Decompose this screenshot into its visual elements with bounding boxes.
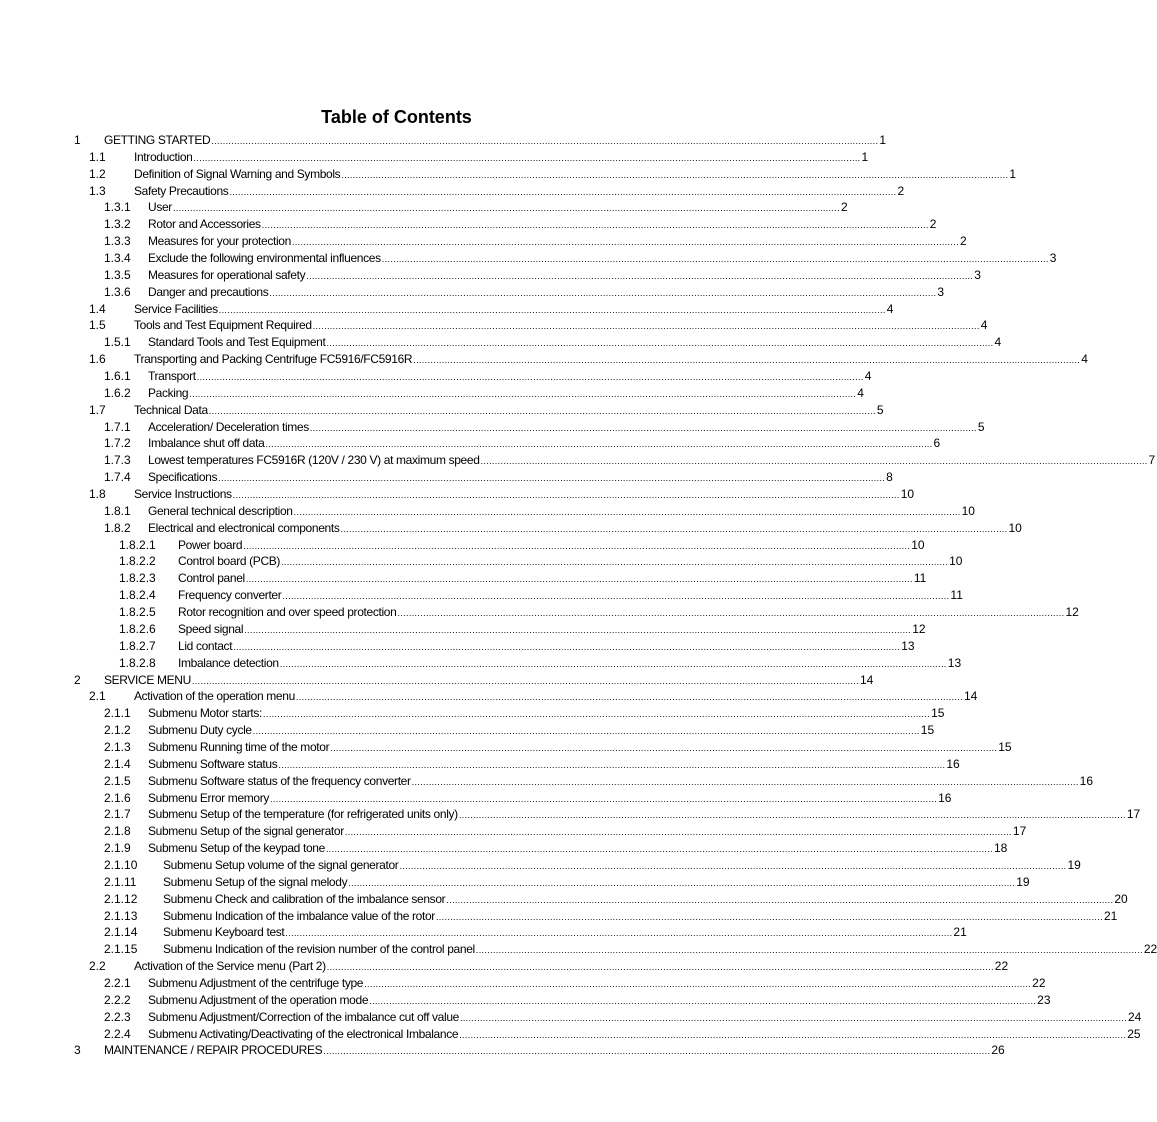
- dot-leader: ..........................................................................................................................................................................................................................................: [381, 254, 1049, 265]
- toc-entry[interactable]: [0, 992, 1051, 1009]
- toc-entry-title: General technical description: [148, 503, 293, 518]
- toc-entry-page: 24: [1128, 1009, 1142, 1024]
- toc-entry-number: 1.7.3: [104, 453, 131, 468]
- toc-entry-page: 18: [993, 841, 1008, 856]
- toc-entry-title: Danger and precautions: [148, 284, 269, 299]
- toc-entry-title: Transporting and Packing Centrifuge FC5916/FC5916R: [134, 352, 413, 367]
- dot-leader: ..........................................................................................................................................................................................................................................: [261, 220, 929, 231]
- toc-entry-page: 11: [913, 571, 927, 586]
- toc-entry-page: 13: [901, 638, 915, 653]
- dot-leader: ..........................................................................................................................................................................................................................................: [309, 422, 977, 433]
- toc-entry-number: 3: [74, 1043, 81, 1058]
- dot-leader: ..........................................................................................................................................................................................................................................: [218, 304, 886, 315]
- toc-entry-page: 16: [946, 756, 960, 771]
- toc-entry[interactable]: [0, 486, 915, 503]
- toc-entry[interactable]: [0, 520, 1022, 537]
- toc-entry-title: Submenu Adjustment of the operation mode: [148, 992, 369, 1007]
- toc-entry-number: 2.1.3: [104, 739, 131, 754]
- dot-leader: ..........................................................................................................................................................................................................................................: [459, 1012, 1127, 1023]
- toc-entry-title: Submenu Activating/Deactivating of the electronical Imbalance: [148, 1026, 459, 1041]
- toc-entry-title: Acceleration/ Deceleration times: [148, 419, 309, 434]
- toc-entry-title: Control board (PCB): [178, 554, 281, 569]
- toc-entry-number: 2.1.8: [104, 824, 131, 839]
- toc-entry-page: 5: [876, 402, 884, 417]
- toc-entry[interactable]: [0, 553, 963, 570]
- toc-entry[interactable]: [0, 806, 1141, 823]
- toc-entry-number: 1.8.2: [104, 520, 131, 535]
- toc-entry-title: Technical Data: [134, 402, 208, 417]
- toc-entry-page: 19: [1016, 874, 1030, 889]
- dot-leader: ..........................................................................................................................................................................................................................................: [270, 793, 938, 804]
- toc-entry[interactable]: [0, 587, 963, 604]
- toc-entry[interactable]: [0, 132, 887, 149]
- toc-entry[interactable]: [0, 452, 1156, 469]
- dot-leader: ..........................................................................................................................................................................................................................................: [330, 742, 998, 753]
- toc-entry-title: Submenu Motor starts:: [148, 706, 263, 721]
- dot-leader: ..........................................................................................................................................................................................................................................: [399, 860, 1067, 871]
- toc-entry-number: 1.8.2.5: [119, 605, 156, 620]
- dot-leader: ..........................................................................................................................................................................................................................................: [480, 456, 1148, 467]
- toc-entry-page: 10: [900, 487, 915, 502]
- toc-entry-title: Submenu Setup of the temperature (for refrigerated units only): [148, 807, 458, 822]
- toc-entry[interactable]: [0, 284, 945, 301]
- dot-leader: ..........................................................................................................................................................................................................................................: [208, 405, 876, 416]
- toc-entry-number: 2.1.6: [104, 790, 131, 805]
- toc-entry-title: Submenu Setup of the signal melody: [163, 874, 348, 889]
- toc-entry-number: 1.4: [89, 301, 106, 316]
- toc-entry-page: 13: [947, 655, 962, 670]
- dot-leader: ..........................................................................................................................................................................................................................................: [282, 591, 950, 602]
- toc-entry-number: 1.3.6: [104, 284, 131, 299]
- toc-entry-number: 1.8: [89, 487, 106, 502]
- toc-entry-number: 2: [74, 672, 81, 687]
- toc-entry-page: 10: [961, 503, 975, 518]
- toc-entry-number: 2.1.2: [104, 723, 131, 738]
- toc-entry-title: Control panel: [178, 571, 245, 586]
- toc-entry[interactable]: [0, 958, 1009, 975]
- toc-entry-page: 4: [864, 369, 872, 384]
- toc-entry[interactable]: [0, 638, 915, 655]
- toc-entry[interactable]: [0, 874, 1030, 891]
- dot-leader: ..........................................................................................................................................................................................................................................: [189, 388, 857, 399]
- toc-entry-title: Service Facilities: [134, 301, 218, 316]
- dot-leader: ..........................................................................................................................................................................................................................................: [285, 928, 953, 939]
- toc-entry[interactable]: [0, 857, 1081, 874]
- toc-entry[interactable]: [0, 435, 941, 452]
- toc-entry-title: Imbalance shut off data: [148, 436, 265, 451]
- toc-entry-number: 2.1.14: [104, 925, 138, 940]
- toc-entry[interactable]: [0, 216, 937, 233]
- toc-entry-number: 2.2.2: [104, 992, 131, 1007]
- dot-leader: ..........................................................................................................................................................................................................................................: [326, 338, 994, 349]
- toc-entry-number: 2.1.11: [104, 874, 137, 889]
- toc-entry[interactable]: [0, 385, 864, 402]
- toc-entry-page: 15: [998, 739, 1012, 754]
- dot-leader: ..........................................................................................................................................................................................................................................: [291, 237, 959, 248]
- toc-entry-title: Measures for operational safety: [148, 267, 306, 282]
- toc-entry-title: Submenu Software status: [148, 756, 278, 771]
- toc-entry-number: 2.1.5: [104, 773, 131, 788]
- toc-entry-page: 12: [1065, 605, 1079, 620]
- toc-entry-page: 4: [980, 318, 988, 333]
- toc-entry-page: 16: [938, 790, 952, 805]
- toc-entry-page: 21: [1103, 908, 1118, 923]
- toc-entry[interactable]: [0, 149, 869, 166]
- toc-entry-title: Rotor and Accessories: [148, 217, 261, 232]
- toc-entry[interactable]: [0, 672, 874, 689]
- toc-entry-title: Introduction: [134, 149, 193, 164]
- toc-entry-number: 2.1.10: [104, 857, 138, 872]
- dot-leader: ..........................................................................................................................................................................................................................................: [281, 557, 949, 568]
- toc-entry-title: Frequency converter: [178, 588, 282, 603]
- toc-entry[interactable]: [0, 469, 893, 486]
- toc-entry[interactable]: [0, 183, 905, 200]
- dot-leader: ..........................................................................................................................................................................................................................................: [364, 978, 1032, 989]
- toc-entry-page: 12: [912, 621, 926, 636]
- toc-entry-number: 1.6.1: [104, 369, 131, 384]
- toc-entry[interactable]: [0, 1009, 1142, 1026]
- toc-entry-title: Standard Tools and Test Equipment: [148, 335, 326, 350]
- dot-leader: ..........................................................................................................................................................................................................................................: [435, 911, 1103, 922]
- toc-entry-page: 4: [886, 301, 894, 316]
- dot-leader: ..........................................................................................................................................................................................................................................: [279, 658, 947, 669]
- toc-title: Table of Contents: [321, 107, 472, 127]
- toc-entry-page: 11: [950, 588, 963, 603]
- toc-entry-page: 23: [1037, 992, 1051, 1007]
- toc-entry-page: 15: [920, 723, 935, 738]
- toc-entry-number: 1.8.2.2: [119, 554, 156, 569]
- toc-entry-number: 1.8.2.4: [119, 588, 156, 603]
- toc-entry-title: Imbalance detection: [178, 655, 279, 670]
- dot-leader: ..........................................................................................................................................................................................................................................: [233, 641, 901, 652]
- toc-entry[interactable]: [0, 604, 1079, 621]
- dot-leader: ..........................................................................................................................................................................................................................................: [348, 877, 1016, 888]
- dot-leader: ..........................................................................................................................................................................................................................................: [245, 574, 913, 585]
- toc-entry[interactable]: [0, 1042, 1005, 1059]
- toc-entry-page: 14: [859, 672, 874, 687]
- toc-entry-number: 1.8.1: [104, 503, 131, 518]
- toc-entry-page: 22: [994, 959, 1009, 974]
- toc-entry-title: Submenu Error memory: [148, 790, 270, 805]
- toc-entry-number: 2.1.15: [104, 942, 138, 957]
- toc-entry-page: 2: [959, 234, 967, 249]
- toc-entry-number: 2.2.3: [104, 1009, 131, 1024]
- dot-leader: ..........................................................................................................................................................................................................................................: [325, 844, 993, 855]
- toc-entry-title: Rotor recognition and over speed protection: [178, 605, 397, 620]
- toc-entry[interactable]: [0, 705, 945, 722]
- toc-entry-title: Specifications: [148, 470, 218, 485]
- toc-entry-number: 1.5.1: [104, 335, 131, 350]
- toc-entry[interactable]: [0, 655, 962, 672]
- toc-entry-page: 10: [1008, 520, 1022, 535]
- toc-entry-page: 6: [933, 436, 941, 451]
- toc-entry-page: 16: [1079, 773, 1094, 788]
- dot-leader: ..........................................................................................................................................................................................................................................: [269, 287, 937, 298]
- toc-entry-number: 1.7: [89, 402, 106, 417]
- toc-entry-page: 1: [861, 149, 869, 164]
- toc-entry[interactable]: [0, 199, 848, 216]
- toc-entry[interactable]: [0, 773, 1094, 790]
- toc-entry-page: 8: [886, 470, 893, 485]
- toc-entry-number: 1.3.5: [104, 267, 131, 282]
- toc-entry[interactable]: [0, 790, 952, 807]
- dot-leader: ..........................................................................................................................................................................................................................................: [312, 321, 980, 332]
- toc-entry[interactable]: [0, 503, 975, 520]
- dot-leader: ..........................................................................................................................................................................................................................................: [193, 152, 861, 163]
- toc-entry-number: 1.8.2.6: [119, 621, 156, 636]
- dot-leader: ..........................................................................................................................................................................................................................................: [252, 726, 920, 737]
- dot-leader: ..........................................................................................................................................................................................................................................: [232, 490, 900, 501]
- toc-entry-number: 1.3.4: [104, 251, 131, 266]
- toc-entry-number: 1.7.2: [104, 436, 131, 451]
- toc-entry[interactable]: [0, 941, 1157, 958]
- dot-leader: ..........................................................................................................................................................................................................................................: [369, 995, 1037, 1006]
- toc-entry-title: Measures for your protection: [148, 234, 291, 249]
- toc-entry-number: 1.5: [89, 318, 106, 333]
- toc-entry-number: 1.8.2.8: [119, 655, 156, 670]
- dot-leader: ..........................................................................................................................................................................................................................................: [278, 759, 946, 770]
- toc-entry-title: Tools and Test Equipment Required: [134, 318, 312, 333]
- toc-entry-page: 1: [1009, 166, 1017, 181]
- toc-entry-title: User: [148, 200, 172, 215]
- toc-entry-title: Definition of Signal Warning and Symbols: [134, 166, 341, 181]
- toc-entry[interactable]: [0, 756, 960, 773]
- toc-entry[interactable]: [0, 250, 1057, 267]
- toc-entry-number: 1.7.4: [104, 470, 131, 485]
- dot-leader: ..........................................................................................................................................................................................................................................: [293, 506, 961, 517]
- toc-entry-page: 3: [937, 284, 945, 299]
- toc-entry-number: 2.2.4: [104, 1026, 131, 1041]
- toc-entry-title: Submenu Check and calibration of the imbalance sensor: [163, 891, 446, 906]
- dot-leader: ..........................................................................................................................................................................................................................................: [263, 709, 931, 720]
- toc-entry-page: 7: [1148, 453, 1156, 468]
- toc-entry-title: Submenu Adjustment/Correction of the imbalance cut off value: [148, 1009, 459, 1024]
- dot-leader: ..........................................................................................................................................................................................................................................: [326, 962, 994, 973]
- toc-entry[interactable]: [0, 722, 935, 739]
- dot-leader: ..........................................................................................................................................................................................................................................: [191, 675, 859, 686]
- toc-list: [0, 132, 1157, 1059]
- dot-leader: ..........................................................................................................................................................................................................................................: [397, 608, 1065, 619]
- toc-entry-title: Activation of the Service menu (Part 2): [134, 959, 326, 974]
- toc-entry-title: Packing: [148, 385, 189, 400]
- toc-entry-title: Safety Precautions: [134, 183, 229, 198]
- toc-entry-title: Transport: [148, 369, 196, 384]
- toc-entry-number: 1.2: [89, 166, 106, 181]
- toc-entry[interactable]: [0, 419, 985, 436]
- toc-entry-title: Submenu Software status of the frequency converter: [148, 773, 411, 788]
- toc-entry-title: Electrical and electronical components: [148, 520, 340, 535]
- dot-leader: ..........................................................................................................................................................................................................................................: [344, 827, 1012, 838]
- toc-entry-number: 2.1.12: [104, 891, 138, 906]
- toc-entry-title: Power board: [178, 537, 243, 552]
- toc-entry-title: Submenu Running time of the motor: [148, 739, 330, 754]
- toc-entry-number: 1.8.2.1: [119, 537, 156, 552]
- toc-entry-number: 2.2: [89, 959, 106, 974]
- dot-leader: ..........................................................................................................................................................................................................................................: [295, 692, 963, 703]
- toc-entry-page: 2: [840, 200, 848, 215]
- toc-entry[interactable]: [0, 908, 1118, 925]
- toc-entry[interactable]: [0, 739, 1012, 756]
- toc-entry[interactable]: [0, 1026, 1141, 1043]
- toc-entry-number: 1.8.2.7: [119, 638, 156, 653]
- toc-entry-page: 17: [1012, 824, 1027, 839]
- toc-entry-title: Speed signal: [178, 621, 244, 636]
- toc-entry-page: 21: [953, 925, 967, 940]
- toc-entry-title: Lid contact: [178, 638, 233, 653]
- toc-entry-title: Submenu Setup volume of the signal generator: [163, 857, 399, 872]
- toc-entry-page: 20: [1114, 891, 1128, 906]
- toc-entry-title: Activation of the operation menu: [134, 689, 295, 704]
- dot-leader: ..........................................................................................................................................................................................................................................: [172, 203, 840, 214]
- toc-entry-page: 3: [1049, 251, 1057, 266]
- toc-entry-number: 2.1.9: [104, 841, 131, 856]
- toc-entry-title: Submenu Indication of the revision number of the control panel: [163, 942, 475, 957]
- toc-entry-page: 4: [1081, 352, 1088, 367]
- dot-leader: ..........................................................................................................................................................................................................................................: [341, 169, 1009, 180]
- toc-entry[interactable]: [0, 301, 894, 318]
- toc-entry-page: 10: [911, 537, 925, 552]
- toc-entry-number: 1.3.2: [104, 217, 131, 232]
- toc-entry[interactable]: [0, 823, 1027, 840]
- toc-entry-number: 1.3: [89, 183, 106, 198]
- toc-entry-number: 2.1.7: [104, 807, 131, 822]
- toc-entry-number: 2.1.13: [104, 908, 138, 923]
- dot-leader: ..........................................................................................................................................................................................................................................: [265, 439, 933, 450]
- toc-entry-number: 2.1: [89, 689, 106, 704]
- toc-entry-number: 2.1.4: [104, 756, 131, 771]
- toc-entry-page: 26: [991, 1043, 1005, 1058]
- toc-entry-title: Lowest temperatures FC5916R (120V / 230 V) at maximum speed: [148, 453, 480, 468]
- toc-entry[interactable]: [0, 975, 1046, 992]
- toc-entry-page: 19: [1067, 857, 1081, 872]
- toc-entry-number: 2.1.1: [104, 706, 131, 721]
- toc-entry-number: 1.3.1: [104, 200, 131, 215]
- toc-entry-number: 1.6.2: [104, 385, 131, 400]
- toc-entry[interactable]: [0, 317, 988, 334]
- toc-entry[interactable]: [0, 166, 1017, 183]
- dot-leader: ..........................................................................................................................................................................................................................................: [229, 186, 897, 197]
- toc-entry-title: Submenu Indication of the imbalance value of the rotor: [163, 908, 435, 923]
- toc-entry-title: Submenu Adjustment of the centrifuge type: [148, 975, 364, 990]
- dot-leader: ..........................................................................................................................................................................................................................................: [218, 473, 886, 484]
- toc-entry-page: 4: [857, 385, 864, 400]
- toc-entry-number: 1.7.1: [104, 419, 131, 434]
- toc-entry-page: 3: [974, 267, 981, 282]
- dot-leader: ..........................................................................................................................................................................................................................................: [243, 540, 911, 551]
- dot-leader: ..........................................................................................................................................................................................................................................: [413, 355, 1081, 366]
- toc-entry-page: 5: [977, 419, 985, 434]
- toc-entry[interactable]: [0, 368, 872, 385]
- toc-entry[interactable]: [0, 233, 967, 250]
- dot-leader: ..........................................................................................................................................................................................................................................: [446, 894, 1114, 905]
- dot-leader: ..........................................................................................................................................................................................................................................: [306, 270, 974, 281]
- toc-entry-number: 1.3.3: [104, 234, 131, 249]
- dot-leader: ..........................................................................................................................................................................................................................................: [244, 624, 912, 635]
- toc-entry[interactable]: [0, 334, 1002, 351]
- toc-entry[interactable]: [0, 621, 926, 638]
- toc-entry[interactable]: [0, 840, 1008, 857]
- dot-leader: ..........................................................................................................................................................................................................................................: [411, 776, 1079, 787]
- dot-leader: ..........................................................................................................................................................................................................................................: [211, 136, 879, 146]
- toc-entry-title: Submenu Keyboard test: [163, 925, 285, 940]
- toc-entry-title: Exclude the following environmental influences: [148, 251, 381, 266]
- toc-entry[interactable]: [0, 402, 884, 419]
- toc-entry-title: Submenu Setup of the signal generator: [148, 824, 344, 839]
- dot-leader: ..........................................................................................................................................................................................................................................: [323, 1046, 991, 1057]
- toc-entry-title: Service Instructions: [134, 487, 232, 502]
- toc-entry-page: 14: [963, 689, 978, 704]
- toc-entry-page: 15: [931, 706, 945, 721]
- toc-entry-number: 1.1: [89, 149, 106, 164]
- toc-entry[interactable]: [0, 267, 981, 284]
- toc-entry-page: 4: [994, 335, 1002, 350]
- toc-entry-number: 1: [74, 133, 81, 147]
- dot-leader: ..........................................................................................................................................................................................................................................: [458, 810, 1126, 821]
- dot-leader: ..........................................................................................................................................................................................................................................: [196, 372, 864, 383]
- dot-leader: ..........................................................................................................................................................................................................................................: [340, 523, 1008, 534]
- toc-entry-number: 1.8.2.3: [119, 571, 156, 586]
- toc-entry-page: 2: [929, 217, 937, 232]
- toc-entry-title: SERVICE MENU: [104, 672, 191, 687]
- toc-entry-title: MAINTENANCE / REPAIR PROCEDURES: [104, 1043, 323, 1058]
- toc-entry-number: 1.6: [89, 352, 106, 367]
- toc-entry-number: 2.2.1: [104, 975, 131, 990]
- toc-entry[interactable]: [0, 891, 1128, 908]
- toc-entry-title: GETTING STARTED: [104, 133, 211, 147]
- toc-entry-page: 22: [1143, 942, 1157, 957]
- toc-entry-page: 25: [1127, 1026, 1141, 1041]
- toc-entry-page: 2: [897, 183, 905, 198]
- toc-entry-page: 1: [879, 133, 887, 147]
- toc-entry-page: 10: [949, 554, 963, 569]
- toc-entry[interactable]: [0, 924, 967, 941]
- toc-entry-page: 22: [1032, 975, 1046, 990]
- toc-entry[interactable]: [0, 570, 927, 587]
- toc-entry[interactable]: [0, 688, 978, 705]
- toc-entry[interactable]: [0, 537, 925, 554]
- toc-entry[interactable]: [0, 351, 1088, 368]
- toc-entry-title: Submenu Setup of the keypad tone: [148, 841, 325, 856]
- dot-leader: ..........................................................................................................................................................................................................................................: [459, 1029, 1127, 1040]
- toc-entry-title: Submenu Duty cycle: [148, 723, 252, 738]
- toc-entry-page: 17: [1126, 807, 1141, 822]
- dot-leader: ..........................................................................................................................................................................................................................................: [475, 945, 1143, 956]
